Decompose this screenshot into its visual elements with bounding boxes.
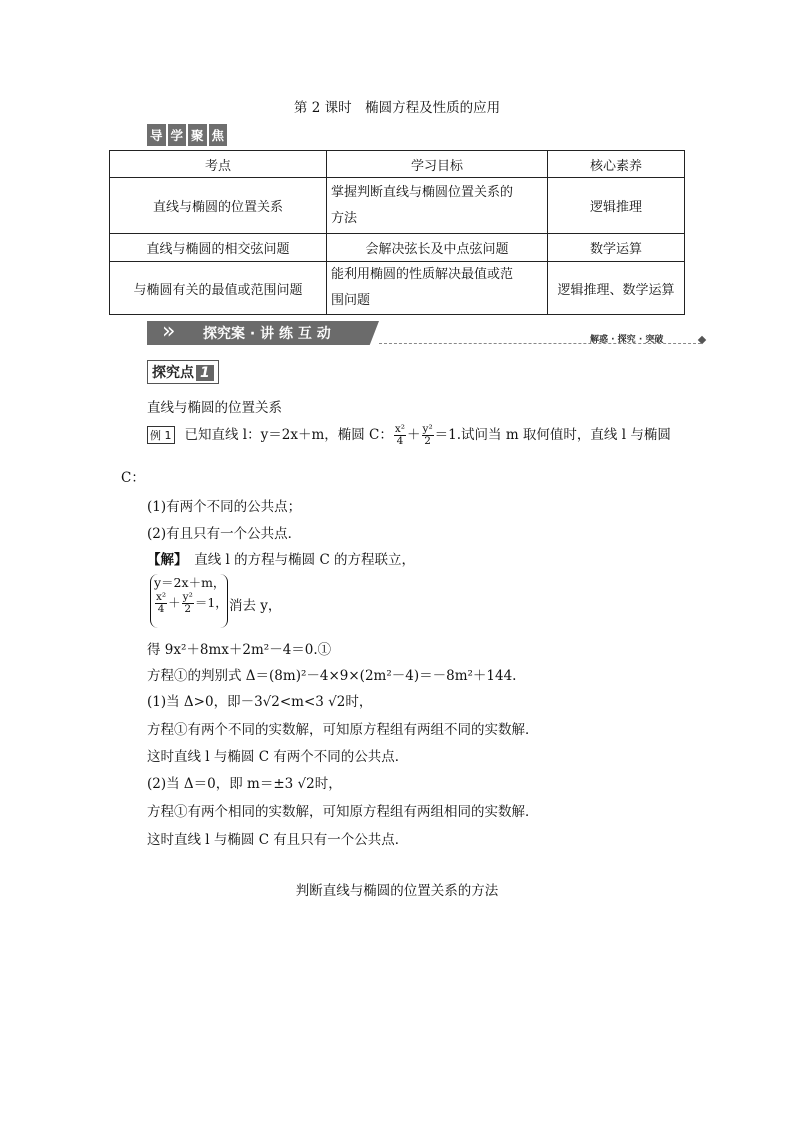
- badge-char: 聚: [188, 124, 207, 146]
- table-header: 学习目标: [327, 151, 548, 178]
- equation-1: 得 9x²＋8mx＋2m²－4＝0.①: [147, 642, 332, 658]
- denominator: 2: [184, 603, 192, 615]
- table-cell: 直线与椭圆的位置关系: [110, 178, 327, 234]
- example-text-cont: C：: [121, 470, 145, 486]
- case-1: (1)当 Δ>0，即－3√2<m<3 √2时，: [147, 694, 373, 710]
- badge-char: 焦: [209, 124, 228, 146]
- plus-sign: ＋: [407, 427, 421, 443]
- system-line-2: [154, 592, 228, 615]
- table-cell: 数学运算: [548, 234, 685, 262]
- table-cell: 与椭圆有关的最值或范围问题: [110, 262, 327, 315]
- table-header-row: [110, 151, 685, 178]
- goals-table: [109, 150, 685, 315]
- fraction: [155, 592, 167, 615]
- table-cell: 会解决弦长及中点弦问题: [327, 234, 548, 262]
- example-text: 已知直线 l：y＝2x＋m，椭圆 C：: [184, 427, 393, 443]
- numerator: y²: [422, 423, 433, 435]
- denominator: 4: [157, 603, 165, 615]
- section-subtitle: 直线与椭圆的位置关系: [147, 400, 282, 416]
- case-2-a: 方程①有两个相同的实数解，可知原方程组有两组相同的实数解．: [147, 804, 539, 820]
- cell-line: 掌握判断直线与椭圆位置关系的: [331, 184, 514, 200]
- table-cell: 直线与椭圆的相交弦问题: [110, 234, 327, 262]
- cell-line: 围问题: [331, 293, 371, 308]
- numerator: y²: [182, 591, 193, 603]
- example-line: [147, 423, 671, 447]
- eliminate-text: 消去 y，: [229, 598, 282, 614]
- system-end: ＝1，: [194, 595, 228, 610]
- banner-title: 探究案 · 讲 练 互 动: [203, 326, 331, 342]
- fraction: [182, 592, 194, 615]
- table-row: [110, 262, 685, 315]
- table-cell: [327, 262, 548, 315]
- denominator: 2: [424, 435, 431, 447]
- example-text: ＝1.试问当 m 取何值时，直线 l 与椭圆: [434, 427, 671, 443]
- case-1-a: 方程①有两个不同的实数解，可知原方程组有两组不同的实数解．: [147, 722, 539, 738]
- case-2-b: 这时直线 l 与椭圆 C 有且只有一个公共点．: [147, 832, 409, 848]
- example-tag: 例 1: [147, 426, 175, 444]
- fraction: [394, 424, 406, 447]
- table-cell: [327, 178, 548, 234]
- page-title: 第 2 课时 椭圆方程及性质的应用: [293, 100, 501, 116]
- section-badge: [147, 124, 229, 146]
- method-heading: 判断直线与椭圆的位置关系的方法: [295, 883, 499, 899]
- denominator: 4: [396, 435, 404, 447]
- table-cell: 逻辑推理、数学运算: [548, 262, 685, 315]
- system-line-1: y＝2x＋m，: [154, 575, 226, 590]
- question-2: (2)有且只有一个公共点．: [147, 526, 302, 542]
- solution-intro: [147, 548, 415, 568]
- table-row: [110, 234, 685, 262]
- fraction: [422, 424, 434, 447]
- table-header: 考点: [110, 151, 327, 178]
- case-1-b: 这时直线 l 与椭圆 C 有两个不同的公共点．: [147, 749, 409, 765]
- table-cell: 逻辑推理: [548, 178, 685, 234]
- numerator: x²: [156, 591, 167, 603]
- table-row: [110, 178, 685, 234]
- explore-point-number: 1: [196, 365, 214, 381]
- plus-sign: ＋: [168, 595, 181, 610]
- explore-point-label: [147, 360, 219, 384]
- badge-char: 导: [147, 124, 166, 146]
- case-2: (2)当 Δ＝0，即 m＝±3 √2时，: [147, 776, 342, 792]
- chevron-right-icon: »: [162, 319, 176, 344]
- question-1: (1)有两个不同的公共点；: [147, 499, 302, 515]
- banner-right-label: 解惑 · 探究 · 突破: [590, 335, 664, 345]
- solution-label: 【解】: [147, 552, 181, 568]
- discriminant: 方程①的判别式 Δ＝(8m)²－4×9×(2m²－4)＝－8m²＋144.: [147, 668, 517, 684]
- badge-char: 学: [168, 124, 187, 146]
- explore-point-text: 探究点: [152, 365, 194, 381]
- cell-line: 方法: [331, 210, 358, 226]
- solution-text: 直线 l 的方程与椭圆 C 的方程联立，: [194, 552, 416, 568]
- cell-line: 能利用椭圆的性质解决最值或范: [331, 267, 514, 282]
- numerator: x²: [394, 423, 406, 435]
- table-header: 核心素养: [548, 151, 685, 178]
